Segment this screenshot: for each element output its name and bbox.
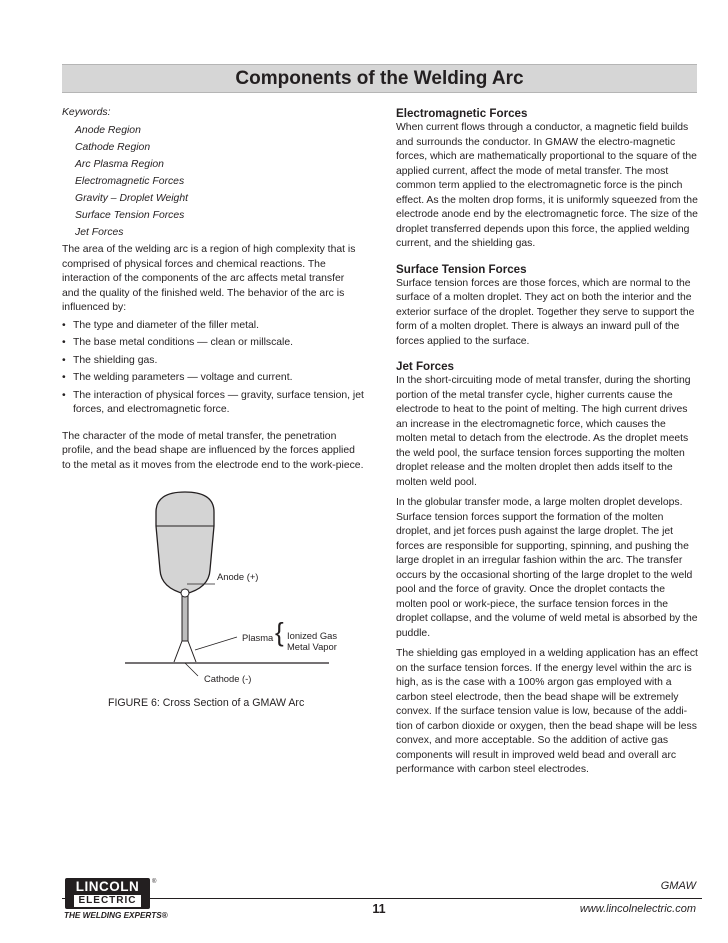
figure-caption-prefix: FIGURE 6: [108, 697, 160, 709]
plasma-label: Plasma [242, 632, 274, 643]
website-url: www.lincolnelectric.com [579, 903, 696, 915]
keyword-item: Gravity – Droplet Weight [75, 192, 188, 204]
bullet-item: • The base metal conditions — clean or millscale. [62, 336, 364, 351]
keyword-item: Cathode Region [75, 141, 151, 153]
cathode-leader [185, 663, 198, 676]
keywords-list [62, 124, 364, 241]
keyword-item: Electromagnetic Forces [75, 175, 185, 187]
logo-registered-mark: ® [152, 879, 157, 885]
keyword-item: Arc Plasma Region [75, 158, 164, 170]
electrode-wire [182, 590, 188, 641]
influence-list [62, 319, 364, 418]
electromagnetic-section [396, 106, 698, 252]
contact-tip-shape [156, 492, 214, 594]
surface-tension-heading: Surface Tension Forces [396, 262, 527, 276]
logo-top-text: LINCOLN [75, 879, 140, 894]
arc-cone [174, 641, 196, 662]
ionized-gas-label: Ionized Gas [287, 630, 338, 641]
page-number: 11 [372, 902, 386, 916]
lincoln-electric-logo [62, 878, 168, 923]
logo-tagline: THE WELDING EXPERTS® [64, 911, 168, 920]
anode-label: Anode (+) [217, 571, 259, 582]
gmaw-arc-figure [62, 490, 364, 722]
closing-paragraph: The character of the mode of metal transfer, the penetration profile, and the bead shape are influenced by the forces applied to the metal as it moves from the electrode end to the work-piece. [62, 430, 364, 471]
intro-paragraph: The area of the welding arc is a region of high complexity that is comprised of physical forces and chemical reactions. The interaction of the components of the arc affects metal transfer and the quality of the finished weld. The behavior of the arc is influenced by: [62, 244, 356, 314]
gmaw-arc-diagram [62, 490, 364, 690]
page-title: Components of the Welding Arc [235, 68, 524, 89]
jet-forces-section [396, 359, 698, 778]
title-bar [62, 64, 697, 93]
plasma-leader [195, 637, 237, 650]
surface-tension-section [396, 262, 698, 350]
jet-forces-paragraph-2: In the globular transfer mode, a large molten droplet develops. Surface tension forces support the formation of the molten droplet, and jet forces push against the large droplet. The jet forces are responsible for supporting, spinning, and pushing the large droplet in an irregular fashion within the arc. The transfer occurs by the occasional shorting of the large droplet to the weld pool and the force of gravity. Once the droplet contacts the molten pool or work-piece, the surface tension forces in the droplet collapse, and the volume of weld metal is absorbed by the puddle. [396, 497, 698, 639]
bullet-item: • The shielding gas. [62, 354, 364, 369]
figure-caption [108, 697, 304, 709]
bullet-item: • The interaction of physical forces — gravity, surface tension, jet forces, and electromagnetic force. [62, 389, 364, 418]
jet-forces-paragraph-3: The shielding gas employed in a welding application has an effect on the surface tension forces. If the energy level within the arc is high, as is the case with a 100% argon gas employed with a carbon steel electrode, then the bead shape will be extremely convex. If the surface tension value is low, because of the addi-tion of carbon dioxide or oxygen, then the bead shape will be less convex, and more acceptable. So the addition of active gas components will result in improved weld bead and overall arc performance with carbon steel electrodes. [396, 648, 698, 775]
electromagnetic-heading: Electromagnetic Forces [396, 107, 528, 120]
electromagnetic-text: When current flows through a conductor, a magnetic field builds and surrounds the conductor. In GMAW the electro-magnetic forces, which are mathematically proportional to the square of the applied current, affect the mode of metal transfer. The most common term applied to the electromagnetic force is the pinch effect. As the molten drop forms, it is uniformly squeezed from the electrode anode end by the electromagnetic force. The size of the droplet transferred depends upon this force, the applied welding current, and the shielding gas. [396, 122, 698, 249]
keywords-title: Keywords: [62, 107, 111, 118]
bullet-item: • The type and diameter of the filler metal. [62, 319, 364, 334]
surface-tension-text: Surface tension forces are those forces, which are normal to the surface of a molten droplet. They act on both the interior and the exterior surface of the droplet. Together they serve to support the form of a molten droplet. There is always an inward pull of the forces applied to the surface. [396, 277, 695, 347]
keyword-item: Surface Tension Forces [75, 209, 185, 221]
left-column [62, 106, 364, 473]
logo-box [65, 878, 150, 909]
keyword-item: Anode Region [75, 124, 141, 136]
plasma-brace: { [275, 617, 284, 647]
right-column [396, 106, 698, 788]
metal-vapor-label: Metal Vapor [287, 641, 337, 652]
keyword-item: Jet Forces [75, 227, 124, 239]
figure-caption-text: Cross Section of a GMAW Arc [162, 697, 305, 709]
logo-mid-text: ELECTRIC [74, 895, 141, 907]
wire-bore [181, 589, 189, 597]
cathode-label: Cathode (-) [204, 673, 252, 684]
jet-forces-paragraph-1: In the short-circuiting mode of metal transfer, during the shorting portion of the metal transfer cycle, higher currents cause the electrode to heat to the point of melting. The high current drives an increase in the electromagnetic force, which causes the molten metal to detach from the electrode. As the droplet meets the weld pool, the surface tension forces supporting the molten droplet release and the molten droplet then adds itself to the molten weld pool. [396, 375, 691, 488]
document-name: GMAW [660, 880, 696, 892]
bullet-item: • The welding parameters — voltage and current. [62, 371, 364, 386]
jet-forces-heading: Jet Forces [396, 360, 454, 373]
